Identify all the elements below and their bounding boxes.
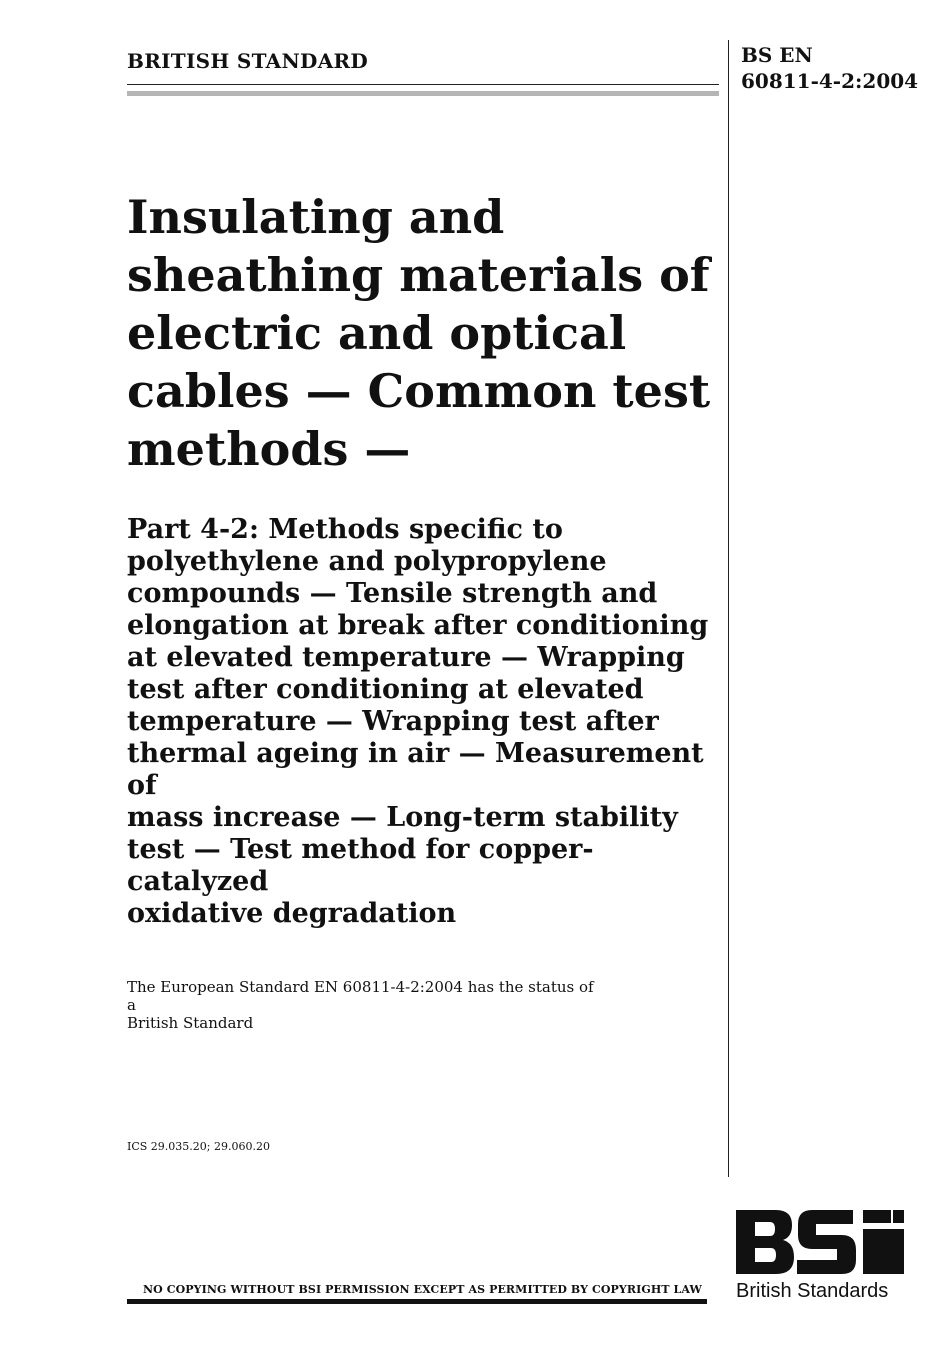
part-line: mass increase — Long-term stability — [127, 802, 678, 833]
standard-number — [741, 42, 918, 94]
header-rule-shaded — [127, 91, 719, 96]
bsi-logo-caption: British Standards — [736, 1280, 889, 1302]
bsi-logo-mark — [736, 1210, 904, 1274]
standard-number-line1: BS EN — [741, 43, 813, 67]
column-divider — [728, 40, 729, 1177]
document-title — [127, 188, 727, 478]
part-line: elongation at break after conditioning — [127, 610, 709, 641]
part-line: thermal ageing in air — Measurement of — [127, 738, 704, 801]
bsi-logo — [736, 1210, 904, 1303]
part-line: Part 4-2: Methods specific to — [127, 514, 563, 545]
part-line: compounds — Tensile strength and — [127, 578, 658, 609]
title-line: Insulating and — [127, 190, 505, 244]
standard-number-line2: 60811-4-2:2004 — [741, 69, 919, 93]
status-note — [127, 978, 607, 1032]
footer-rule — [127, 1299, 707, 1304]
part-line: test — Test method for copper-catalyzed — [127, 834, 594, 897]
status-line: British Standard — [127, 1014, 254, 1032]
ics-code: ICS 29.035.20; 29.060.20 — [127, 1140, 270, 1153]
title-line: sheathing materials of — [127, 248, 710, 302]
part-line: test after conditioning at elevated — [127, 674, 644, 705]
document-type-label: BRITISH STANDARD — [127, 49, 369, 73]
part-line: at elevated temperature — Wrapping — [127, 642, 685, 673]
title-line: cables — Common test — [127, 364, 711, 418]
part-subtitle — [127, 514, 727, 930]
status-line: The European Standard EN 60811-4-2:2004 has the status of a — [127, 978, 594, 1014]
part-line: temperature — Wrapping test after — [127, 706, 659, 737]
copyright-notice: NO COPYING WITHOUT BSI PERMISSION EXCEPT AS PERMITTED BY COPYRIGHT LAW — [143, 1283, 702, 1296]
title-line: methods — — [127, 422, 411, 476]
part-line: polyethylene and polypropylene — [127, 546, 607, 577]
header-rule — [127, 84, 719, 85]
title-line: electric and optical — [127, 306, 627, 360]
part-line: oxidative degradation — [127, 898, 457, 929]
